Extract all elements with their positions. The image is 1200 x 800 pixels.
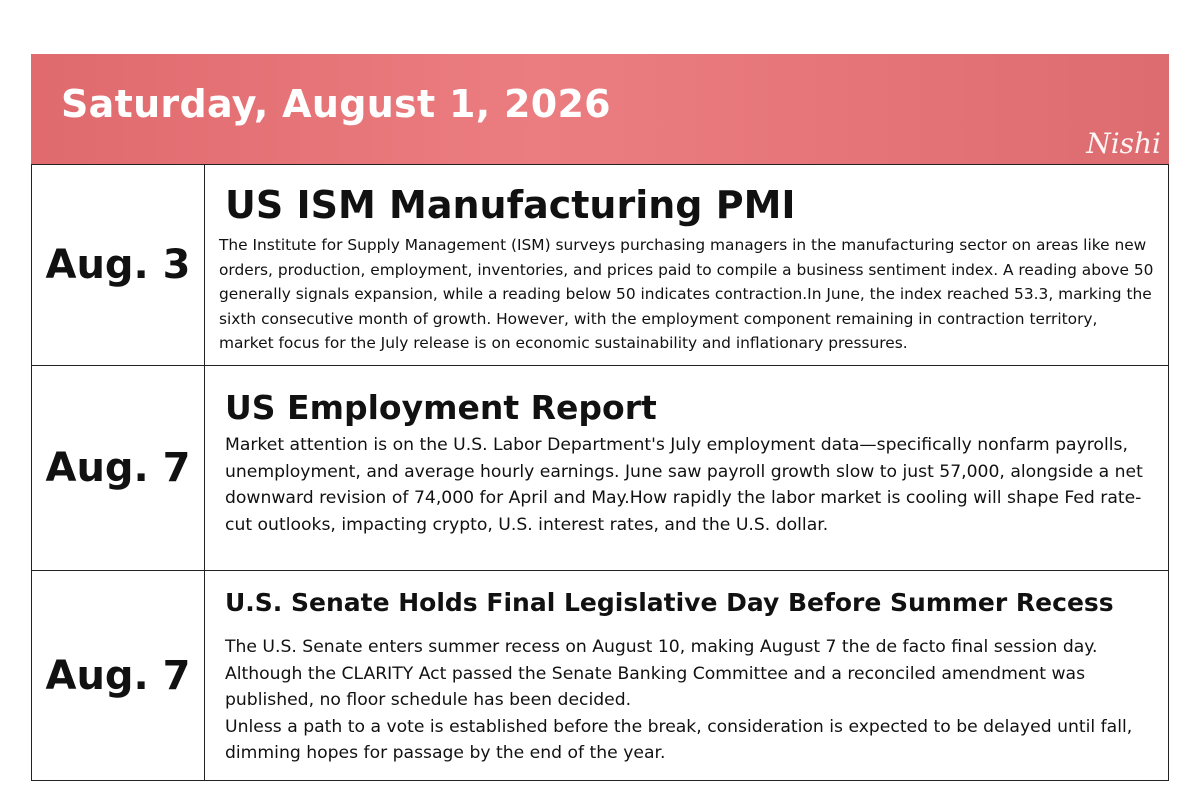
event-title: U.S. Senate Holds Final Legislative Day Before Summer Recess xyxy=(225,588,1114,617)
event-date: Aug. 7 xyxy=(32,366,205,570)
event-date: Aug. 7 xyxy=(32,571,205,780)
event-description: The U.S. Senate enters summer recess on August 10, making August 7 the de facto final session day. Although the CLARITY Act passed the Senate Banking Committee and a reconciled amendment was published, no floor schedule has been decided. Unless a path to a vote is established before the break, consideration is expected to be delayed until fall, dimming hopes for passage by the end of the year. xyxy=(225,637,1133,763)
table-row xyxy=(32,366,1168,571)
event-content xyxy=(205,571,1168,780)
header-banner xyxy=(31,54,1169,164)
table-row xyxy=(32,164,1168,366)
table-row xyxy=(32,571,1168,781)
event-content xyxy=(205,366,1168,570)
event-description: Market attention is on the U.S. Labor Department's July employment data—specifically nonfarm payrolls, unemployment, and average hourly earnings. June saw payroll growth slow to just 57,000, alongside a net downward revision of 74,000 for April and May.How rapidly the labor market is cooling will shape Fed rate-cut outlooks, impacting crypto, U.S. interest rates, and the U.S. dollar. xyxy=(225,435,1143,535)
signature-logo: Nishi xyxy=(1086,127,1161,160)
event-title: US ISM Manufacturing PMI xyxy=(225,183,796,227)
event-description: The Institute for Supply Management (ISM) surveys purchasing managers in the manufacturing sector on areas like new orders, production, employment, inventories, and prices paid to compile a business sentiment index. A reading above 50 generally signals expansion, while a reading below 50 indicates contraction.In June, the index reached 53.3, marking the sixth consecutive month of growth. However, with the employment component remaining in contraction territory, market focus for the July release is on economic sustainability and inflationary pressures. xyxy=(219,236,1154,352)
schedule-table xyxy=(31,164,1169,781)
page-title: Saturday, August 1, 2026 xyxy=(61,82,611,126)
event-title: US Employment Report xyxy=(225,388,657,427)
event-date: Aug. 3 xyxy=(32,165,205,365)
event-content xyxy=(205,165,1168,365)
